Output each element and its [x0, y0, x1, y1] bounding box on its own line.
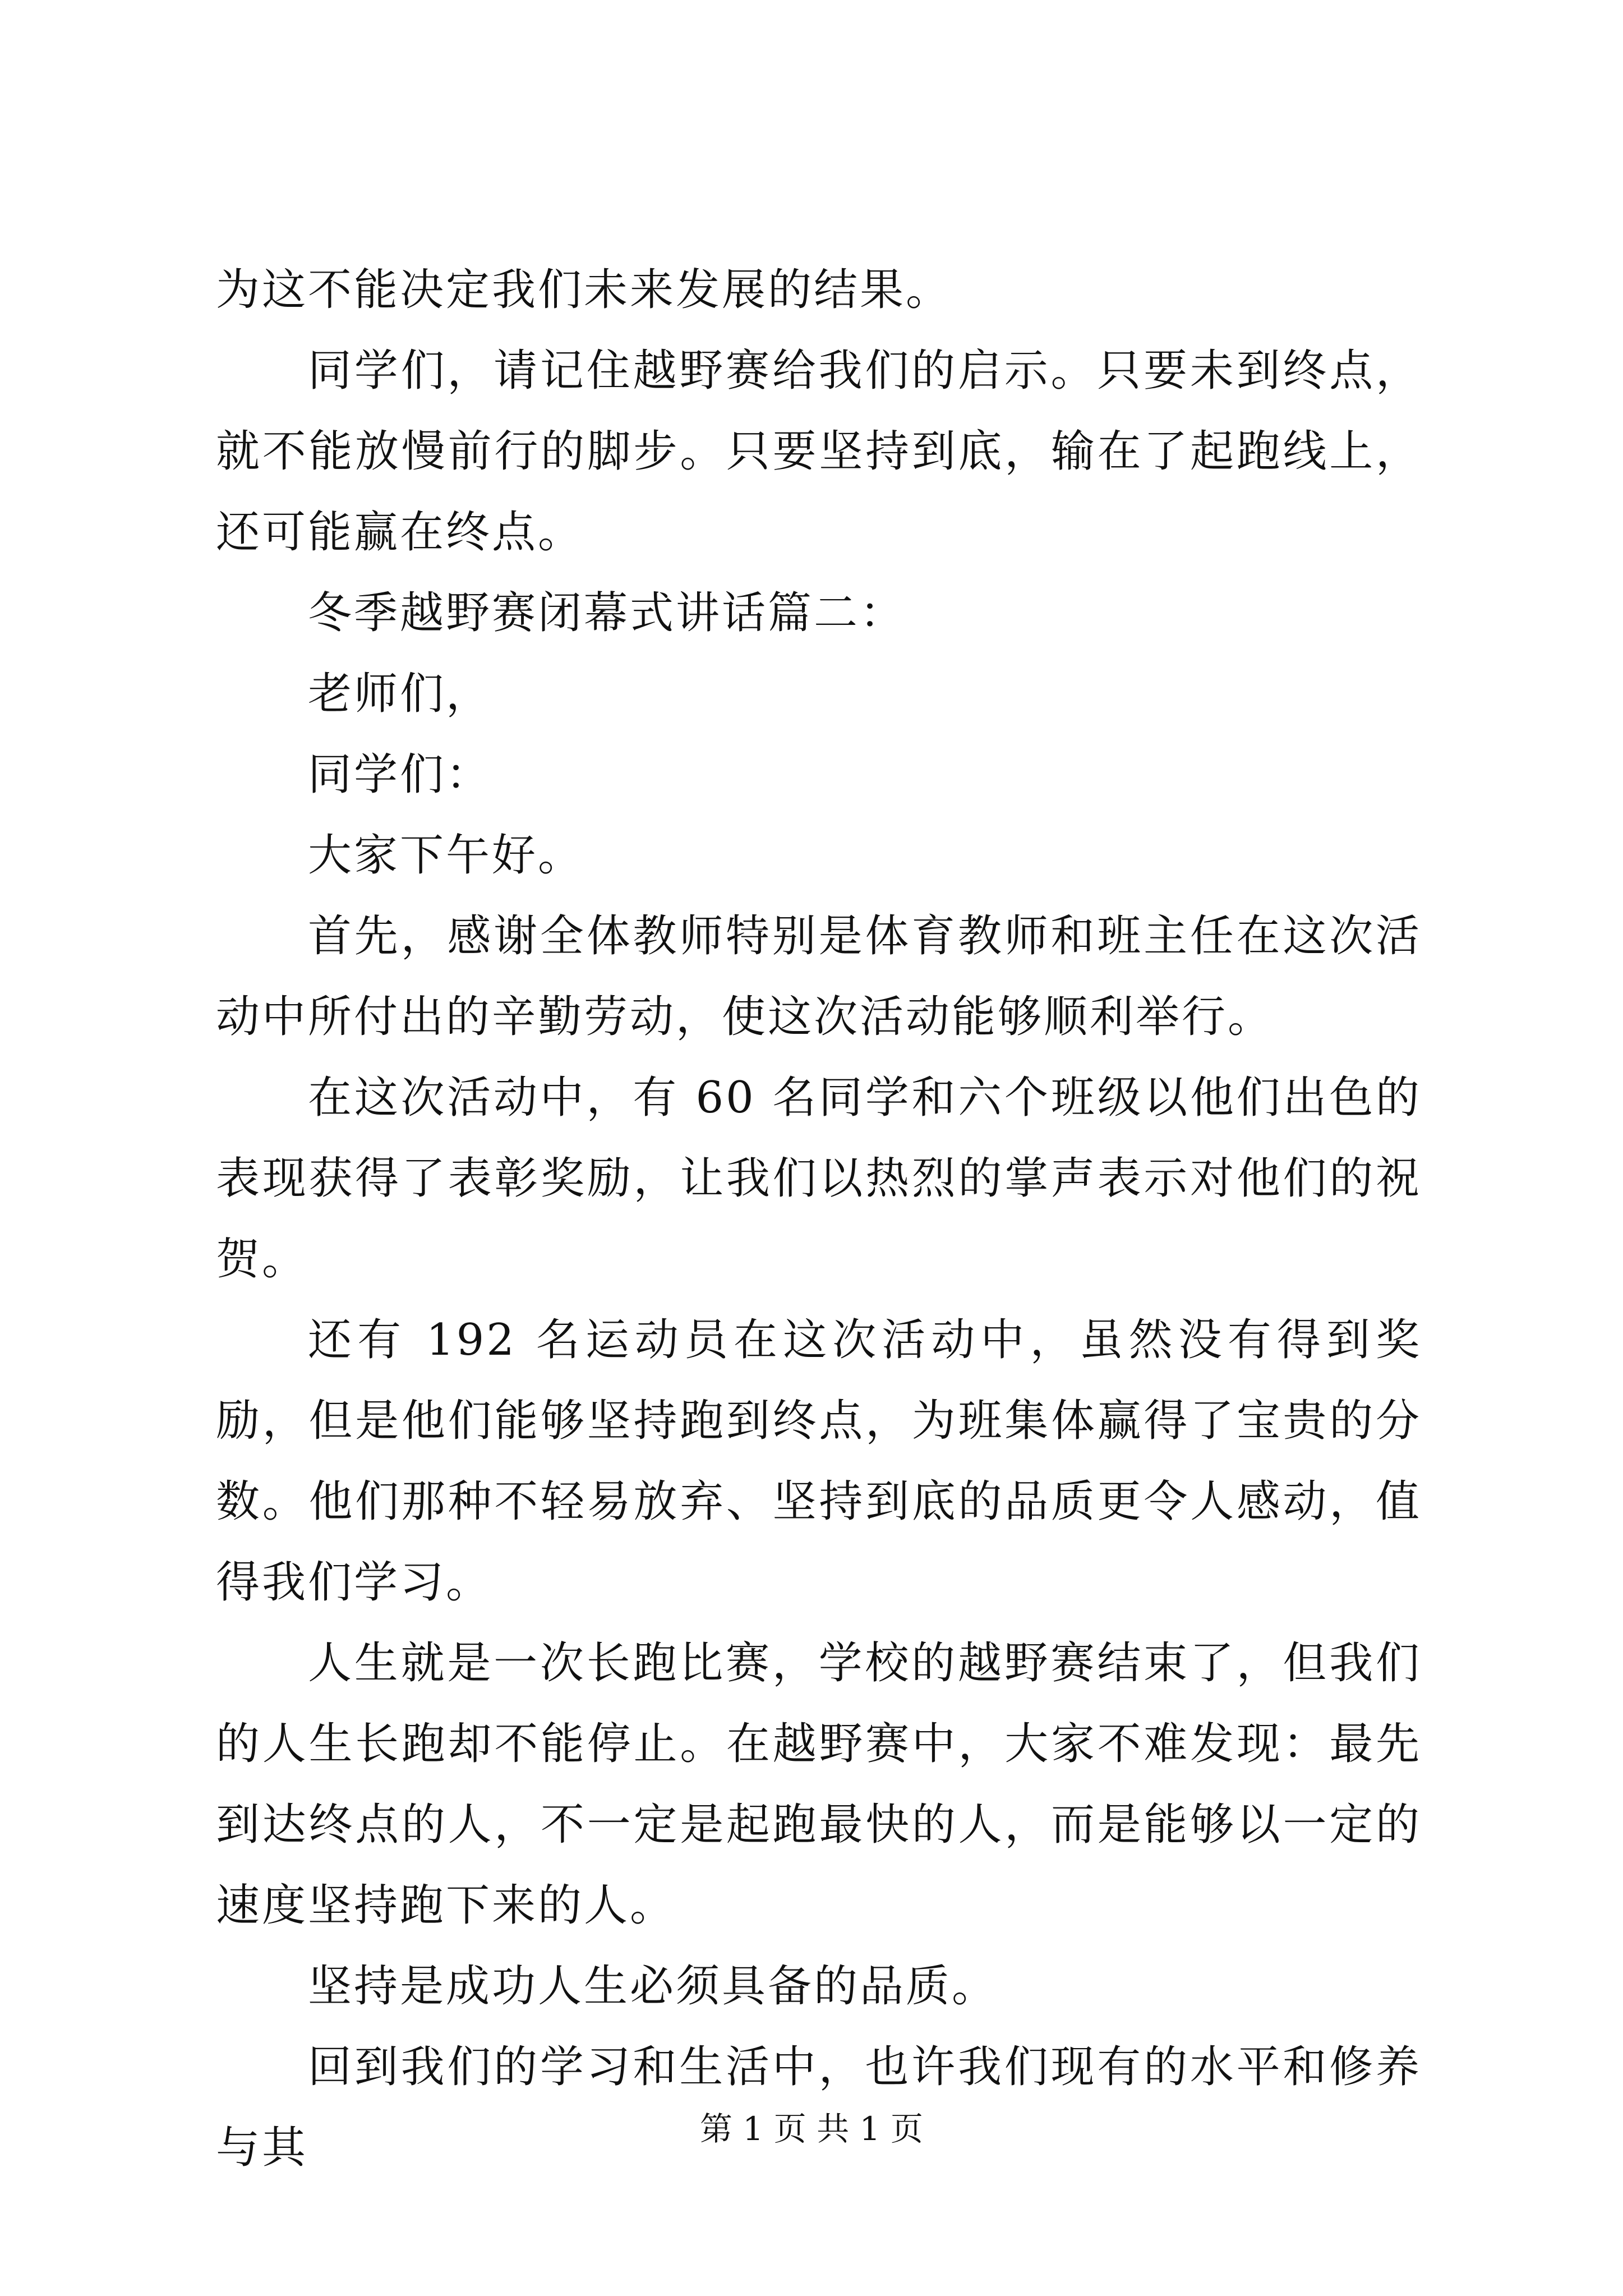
paragraph-1: 为这不能决定我们未来发展的结果。: [216, 265, 952, 315]
paragraph-study-life: 回到我们的学习和生活中，也许我们现有的水平和修养与其: [216, 2042, 1422, 2173]
page-footer: 第 1 页 共 1 页: [700, 2110, 923, 2148]
greeting: 大家下午好。: [308, 830, 584, 881]
salutation-students: 同学们：: [308, 749, 492, 800]
document-body: [216, 250, 1422, 2188]
paragraph-athletes: 还有 192 名运动员在这次活动中，虽然没有得到奖励，但是他们能够坚持跑到终点，为班集体赢得了宝贵的分数。他们那种不轻易放弃、坚持到底的品质更令人感动，值得我们学习。: [216, 1315, 1422, 1608]
paragraph-persistence: 坚持是成功人生必须具备的品质。: [308, 1961, 998, 2012]
paragraph-2: 同学们，请记住越野赛给我们的启示。只要未到终点，就不能放慢前行的脚步。只要坚持到底，输在了起跑线上，还可能赢在终点。: [216, 346, 1422, 558]
paragraph-awards: 在这次活动中，有 60 名同学和六个班级以他们出色的表现获得了表彰奖励，让我们以热烈的掌声表示对他们的祝贺。: [216, 1073, 1422, 1285]
section-heading: 冬季越野赛闭幕式讲话篇二：: [308, 588, 906, 638]
paragraph-life-race: 人生就是一次长跑比赛，学校的越野赛结束了，但我们的人生长跑却不能停止。在越野赛中，大家不难发现：最先到达终点的人，不一定是起跑最快的人，而是能够以一定的速度坚持跑下来的人。: [216, 1638, 1422, 1931]
paragraph-thanks: 首先，感谢全体教师特别是体育教师和班主任在这次活动中所付出的辛勤劳动，使这次活动能够顺利举行。: [216, 911, 1422, 1042]
salutation-teachers: 老师们，: [308, 669, 492, 719]
